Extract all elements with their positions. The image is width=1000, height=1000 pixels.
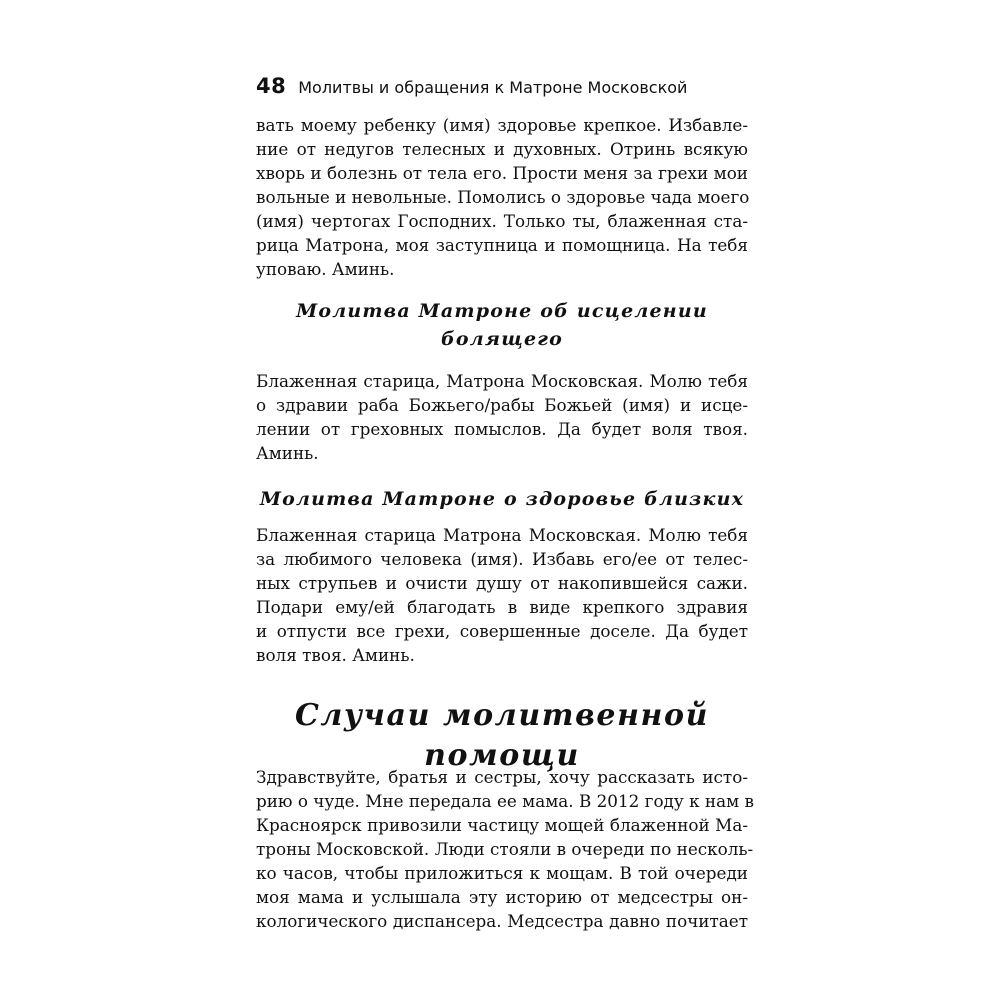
section-heading bbox=[256, 485, 748, 513]
chapter-title: Случаи молитвенной помощи bbox=[294, 698, 710, 773]
running-title: Молитвы и обращения к Матроне Московской bbox=[298, 78, 688, 97]
paragraph bbox=[256, 765, 754, 933]
text-line: уповаю. Аминь. bbox=[256, 259, 395, 279]
section-health-heading bbox=[256, 485, 748, 513]
text-line: за любимого человека (имя). Избавь его/ее от телес- bbox=[256, 549, 748, 569]
paragraph bbox=[256, 369, 748, 465]
page-number: 48 bbox=[256, 74, 287, 98]
text-line: вать моему ребенку (имя) здоровье крепкое. Избавле- bbox=[256, 115, 748, 135]
section-healing-heading bbox=[256, 297, 748, 353]
section-healing-text bbox=[256, 369, 748, 465]
text-line: рица Матрона, моя заступница и помощница. На тебя bbox=[256, 235, 748, 255]
text-line: моя мама и услышала эту историю от медсестры он- bbox=[256, 887, 748, 907]
heading-line: Молитва Матроне о здоровье близких bbox=[259, 488, 745, 510]
text-line: Здравствуйте, братья и сестры, хочу рассказать исто- bbox=[256, 767, 748, 787]
text-line: Красноярск привозили частицу мощей блаженной Ма- bbox=[256, 815, 748, 835]
section-heading bbox=[256, 297, 748, 353]
text-line: кологического диспансера. Медсестра давно почитает bbox=[256, 911, 748, 931]
section-health-text bbox=[256, 523, 748, 667]
text-line: лении от греховных помыслов. Да будет воля твоя. bbox=[256, 419, 748, 439]
heading-line: болящего bbox=[440, 328, 564, 350]
text-line: и отпусти все грехи, совершенные доселе. Да будет bbox=[256, 621, 748, 641]
text-line: Аминь. bbox=[256, 443, 319, 463]
text-line: хворь и болезнь от тела его. Прости меня за грехи мои bbox=[256, 163, 748, 183]
chapter-heading-block bbox=[256, 696, 748, 776]
text-line: троны Московской. Люди стояли в очереди по несколь- bbox=[256, 839, 754, 859]
text-line: Подари ему/ей благодать в виде крепкого здравия bbox=[256, 597, 748, 617]
heading-line: Молитва Матроне об исцелении bbox=[296, 300, 708, 322]
text-line: вольные и невольные. Помолись о здоровье чада моего bbox=[256, 187, 750, 207]
text-line: Блаженная старица Матрона Московская. Молю тебя bbox=[256, 525, 748, 545]
text-line: рию о чуде. Мне передала ее мама. В 2012 году к нам в bbox=[256, 791, 754, 811]
paragraph bbox=[256, 523, 748, 667]
text-line: ных струпьев и очисти душу от накопившейся сажи. bbox=[256, 573, 748, 593]
text-line: воля твоя. Аминь. bbox=[256, 645, 415, 665]
text-line: о здравии раба Божьего/рабы Божьей (имя) и исце- bbox=[256, 395, 748, 415]
intro-paragraph bbox=[256, 113, 748, 281]
text-line: Блаженная старица, Матрона Московская. Молю тебя bbox=[256, 371, 748, 391]
running-header bbox=[256, 74, 756, 98]
paragraph bbox=[256, 113, 748, 281]
text-line: (имя) чертогах Господних. Только ты, блаженная ста- bbox=[256, 211, 748, 231]
text-line: ние от недугов телесных и духовных. Отринь всякую bbox=[256, 139, 748, 159]
text-line: ко часов, чтобы приложиться к мощам. В той очереди bbox=[256, 863, 748, 883]
chapter-text bbox=[256, 765, 754, 933]
